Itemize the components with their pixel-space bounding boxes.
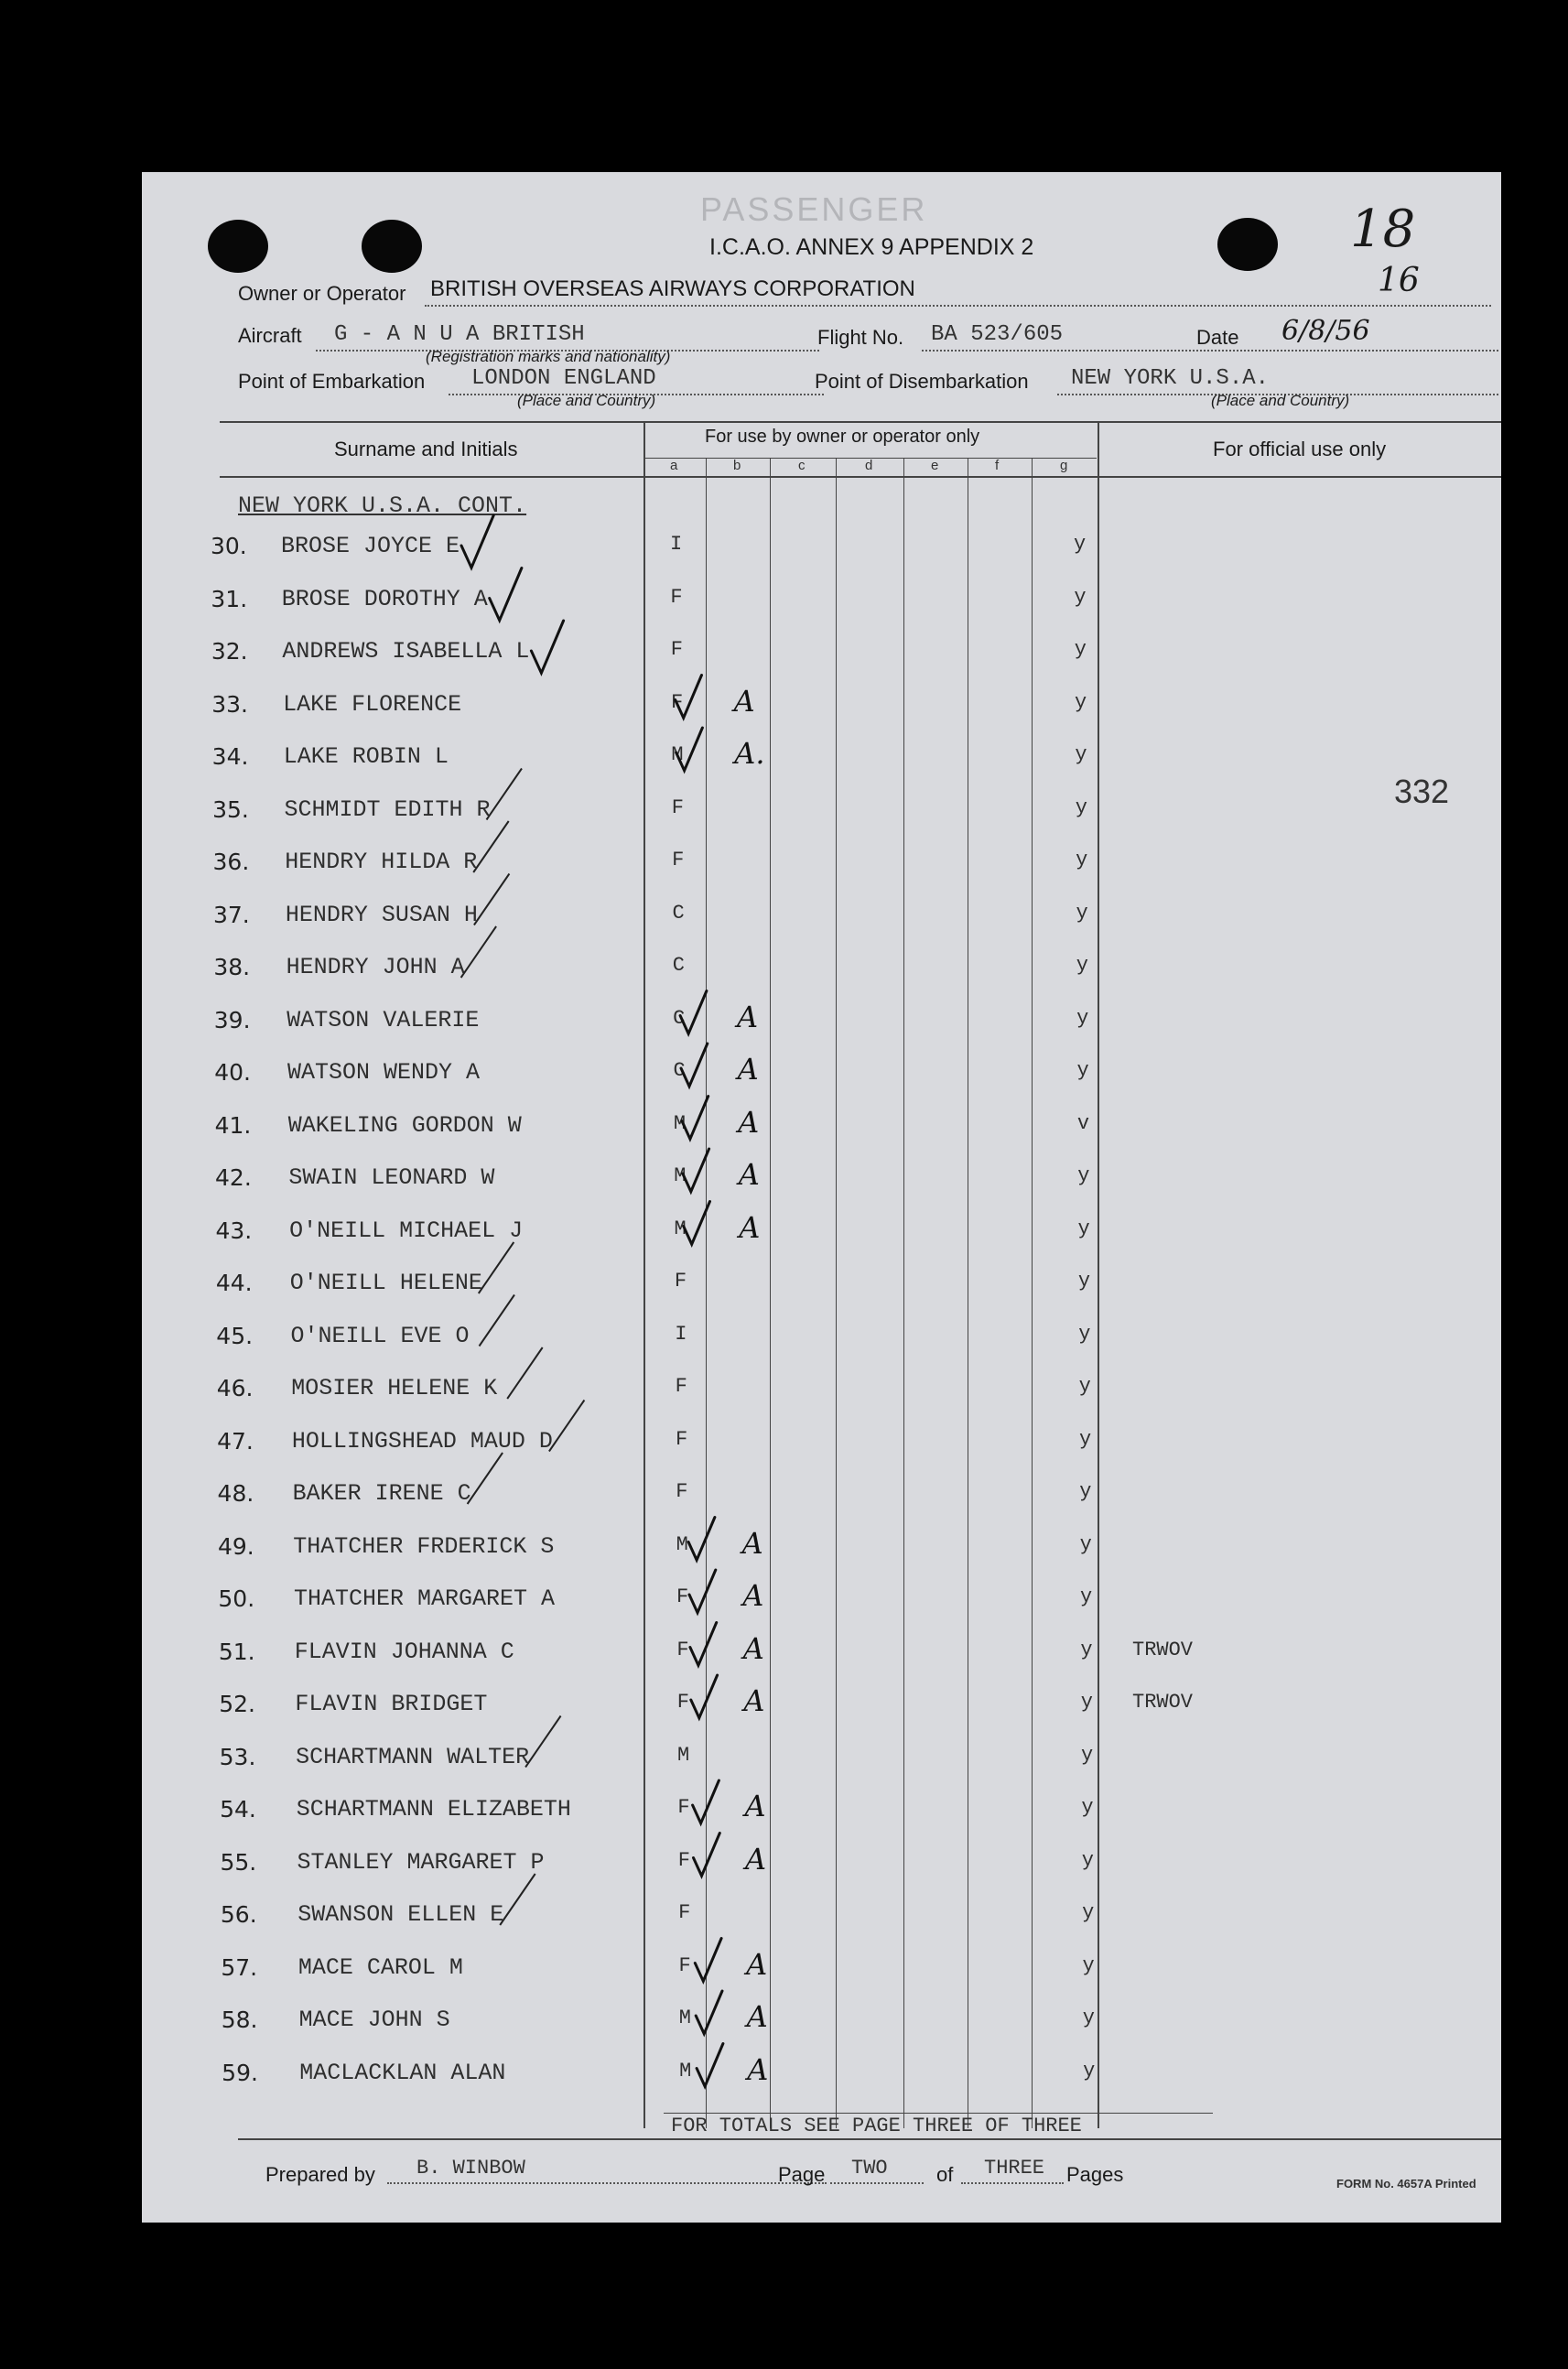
disembark-value: NEW YORK U.S.A. [1071,366,1270,391]
passenger-name: HOLLINGSHEAD MAUD D [291,1427,553,1455]
row-number: 40. [214,1059,251,1086]
form-title: I.C.A.O. ANNEX 9 APPENDIX 2 [709,234,1034,260]
category-code: M [677,1743,690,1767]
category-code: I [675,1322,687,1346]
column-g-mark: y [1075,743,1087,766]
category-code: F [674,1270,687,1293]
column-g-mark: y [1075,795,1087,819]
category-code: F [676,1691,689,1714]
category-code: F [670,638,683,661]
punch-hole-left [208,220,268,273]
column-g-mark: y [1079,1532,1092,1556]
passenger-name: SWAIN LEONARD W [288,1164,495,1191]
passenger-name: BROSE JOYCE E [281,533,460,559]
row-number: 39. [213,1006,251,1033]
row-number: 31. [211,585,248,612]
official-note: TRWOV [1132,1638,1194,1661]
category-code: F [678,1901,691,1924]
category-checkmark [697,2044,723,2087]
annotation-mark: A [744,1789,766,1823]
annotation-mark: A [742,1578,764,1613]
owner-value: BRITISH OVERSEAS AIRWAYS CORPORATION [430,276,915,301]
row-number: 53. [219,1743,256,1770]
category-code: F [676,1585,689,1608]
name-slash-mark [461,926,496,978]
row-number: 55. [220,1848,257,1876]
name-slash-mark [525,1716,561,1768]
row-number: 34. [211,743,249,770]
of-label: of [936,2163,954,2186]
column-g-mark: y [1076,849,1088,871]
name-slash-mark [500,1874,535,1925]
annotation-mark: A [739,1209,761,1245]
flight-value: BA 523/605 [931,322,1064,347]
sub-col-a: a [670,458,678,473]
passenger-name: O'NEILL MICHAEL J [289,1217,524,1244]
sub-col-g: g [1060,458,1068,473]
name-slash-mark [474,874,510,925]
category-code: F [675,1427,688,1451]
column-g-mark: y [1076,1059,1089,1082]
annotation-mark: A [745,1841,767,1877]
row-number: 45. [216,1322,254,1349]
row-number: 54. [220,1796,256,1823]
category-code: M [678,2007,691,2029]
category-code: M [676,1532,688,1556]
name-slash-mark [468,1453,503,1504]
column-g-mark: y [1075,690,1087,714]
flight-label: Flight No. [817,326,904,349]
passenger-name: BAKER IRENE C [292,1480,471,1507]
annotation-mark: A. [734,736,765,771]
passenger-name: O'NEILL HELENE [289,1270,482,1296]
sub-col-d: d [865,458,873,473]
column-g-mark: y [1081,1848,1094,1872]
official-number: 332 [1394,773,1450,810]
category-code: F [676,1480,688,1503]
name-slash-mark [473,821,509,872]
annotation-mark: A [746,1946,768,1982]
passenger-name: MACLACKLAN ALAN [299,2059,506,2086]
category-code: C [672,954,685,977]
column-g-mark: y [1078,1427,1092,1451]
passenger-name: THATCHER FRDERICK S [293,1532,555,1560]
row-number: 57. [221,1953,258,1981]
manifest-sheet [142,172,1501,2223]
category-checkmark [696,1991,722,2034]
category-code: M [674,1164,687,1187]
column-g-mark: y [1079,1480,1092,1503]
row-number: 33. [211,690,249,718]
row-number: 58. [221,2007,258,2033]
name-checkmark [531,621,563,673]
annotation-mark: A [746,1999,768,2034]
row-number: 49. [217,1532,254,1560]
category-code: F [671,795,684,819]
row-number: 56. [220,1901,257,1928]
category-code: I [670,533,683,556]
annotation-mark: A [733,683,755,719]
row-number: 38. [213,954,251,980]
prepared-value: B. WINBOW [416,2157,525,2180]
category-checkmark [682,1097,708,1140]
name-slash-mark [507,1347,543,1399]
category-code: C [673,1006,686,1030]
column-g-mark: y [1077,1164,1090,1187]
prepared-label: Prepared by [265,2163,375,2186]
embark-label: Point of Embarkation [238,370,426,393]
passenger-name: LAKE FLORENCE [283,690,462,718]
column-g-mark: y [1082,1953,1095,1977]
annotation-mark: A [747,2051,769,2087]
category-checkmark [691,1675,718,1718]
name-slash-mark [487,769,523,820]
category-code: M [673,1111,687,1135]
passenger-name: SWANSON ELLEN E [297,1901,504,1928]
punch-hole-center-left [362,220,422,273]
passenger-name: BROSE DOROTHY A [281,585,488,612]
passenger-name: MACE JOHN S [298,2007,450,2033]
column-g-mark: y [1077,1270,1091,1293]
row-number: 50. [218,1585,255,1612]
category-code: F [672,849,685,871]
disembark-label: Point of Disembarkation [815,370,1029,393]
category-checkmark [695,1939,721,1982]
row-number: 43. [215,1217,253,1244]
passenger-name: WATSON WENDY A [287,1059,481,1086]
column-g-mark: y [1077,1217,1090,1240]
column-g-mark: y [1074,585,1087,609]
category-code: F [670,585,683,609]
category-code: F [678,1953,691,1977]
column-g-mark: y [1080,1638,1093,1661]
totals-note: FOR TOTALS SEE PAGE THREE OF THREE [671,2115,1082,2137]
faint-stamp: PASSENGER [700,190,928,228]
column-g-mark: y [1080,1691,1093,1714]
annotation-mark: A [738,1104,760,1140]
row-number: 41. [214,1111,252,1139]
category-code: C [673,1059,686,1082]
row-number: 35. [212,795,249,823]
owner-label: Owner or Operator [238,282,406,305]
page-mark-top: 18 [1350,200,1416,259]
category-code: M [671,743,684,766]
aircraft-label: Aircraft [238,324,302,347]
category-code: F [676,1638,689,1661]
column-g-mark: y [1083,2059,1096,2082]
row-number: 59. [222,2059,258,2086]
embark-caption: (Place and Country) [517,392,656,409]
column-g-mark: v [1076,1111,1090,1135]
annotation-mark: A [743,1683,765,1718]
official-note: TRWOV [1132,1691,1194,1714]
category-code: F [671,690,684,714]
annotation-mark: A [741,1525,763,1561]
column-g-mark: y [1078,1375,1091,1398]
punch-hole-right [1217,218,1278,271]
date-value: 6/8/56 [1281,315,1370,347]
sub-col-f: f [995,458,1000,473]
row-number: 51. [218,1638,255,1665]
passenger-name: HENDRY SUSAN H [285,901,478,928]
annotation-mark: A [738,1157,760,1192]
column-g-mark: y [1074,533,1087,556]
page-value: TWO [851,2157,888,2180]
aircraft-value: G - A N U A BRITISH [334,322,585,347]
category-code: M [679,2059,692,2082]
passenger-name: WATSON VALERIE [287,1006,480,1033]
category-code: F [677,1848,690,1872]
sub-col-e: e [931,458,939,473]
column-g-mark: y [1082,1901,1095,1924]
name-slash-mark [479,1242,514,1293]
embark-value: LONDON ENGLAND [471,366,656,391]
column-g-mark: y [1076,901,1088,925]
form-number: FORM No. 4657A Printed [1336,2177,1476,2191]
column-g-mark: y [1081,1796,1094,1819]
name-slash-mark [480,1295,515,1347]
passenger-name: MACE CAROL M [297,1953,463,1981]
passenger-name: FLAVIN JOHANNA C [294,1638,514,1665]
column-g-mark: y [1082,2007,1095,2029]
passenger-name: SCHMIDT EDITH R [284,795,491,823]
disembark-caption: (Place and Country) [1211,392,1350,409]
col-operator-header: For use by owner or operator only [705,427,980,447]
passenger-name: O'NEILL EVE O [290,1322,470,1349]
row-number: 46. [216,1375,254,1401]
column-g-mark: y [1078,1322,1091,1346]
col-surname-header: Surname and Initials [334,438,518,460]
name-checkmark [490,568,522,621]
name-slash-mark [549,1401,585,1452]
owner-field [430,276,1497,302]
row-number: 47. [217,1427,254,1455]
row-number: 36. [212,849,250,875]
row-number: 48. [217,1480,254,1507]
column-g-mark: y [1076,954,1088,977]
section-heading: NEW YORK U.S.A. CONT. [238,492,527,519]
passenger-name: HENDRY HILDA R [285,849,478,875]
sub-col-b: b [733,458,741,473]
passenger-name: SCHARTMANN WALTER [296,1743,530,1770]
category-code: M [674,1217,687,1240]
date-label: Date [1196,326,1239,349]
passenger-name: STANLEY MARGARET P [297,1848,545,1876]
sub-col-c: c [798,458,806,473]
category-code: F [677,1796,690,1819]
row-number: 32. [211,638,248,665]
row-number: 52. [219,1691,255,1717]
passenger-name: HENDRY JOHN A [286,954,465,980]
row-number: 44. [215,1270,253,1296]
passenger-name: WAKELING GORDON W [287,1111,522,1139]
passenger-name: LAKE ROBIN L [283,743,449,770]
passenger-name: MOSIER HELENE K [291,1375,498,1401]
passenger-name: ANDREWS ISABELLA L [282,638,530,665]
of-value: THREE [984,2157,1045,2180]
category-checkmark [688,1518,715,1561]
category-code: F [675,1375,687,1398]
passenger-name: SCHARTMANN ELIZABETH [296,1796,571,1823]
pages-label: Pages [1066,2163,1124,2186]
page-mark-sub: 16 [1378,262,1420,299]
annotation-mark: A [742,1630,764,1666]
row-number: 42. [215,1164,252,1191]
column-g-mark: y [1080,1585,1093,1608]
category-checkmark [690,1623,717,1666]
column-g-mark: y [1081,1743,1094,1767]
name-checkmark [461,515,493,568]
row-number: 30. [211,533,247,559]
col-official-header: For official use only [1213,438,1387,460]
row-number: 37. [212,901,250,928]
column-g-mark: y [1074,638,1087,661]
column-g-mark: y [1076,1006,1089,1030]
aircraft-caption: (Registration marks and nationality) [426,348,671,365]
category-checkmark [689,1570,716,1613]
category-code: C [672,901,685,925]
passenger-name: FLAVIN BRIDGET [295,1691,488,1717]
annotation-mark: A [737,1052,759,1087]
page-label: Page [778,2163,826,2186]
annotation-mark: A [737,999,759,1034]
passenger-name: THATCHER MARGARET A [294,1585,556,1612]
